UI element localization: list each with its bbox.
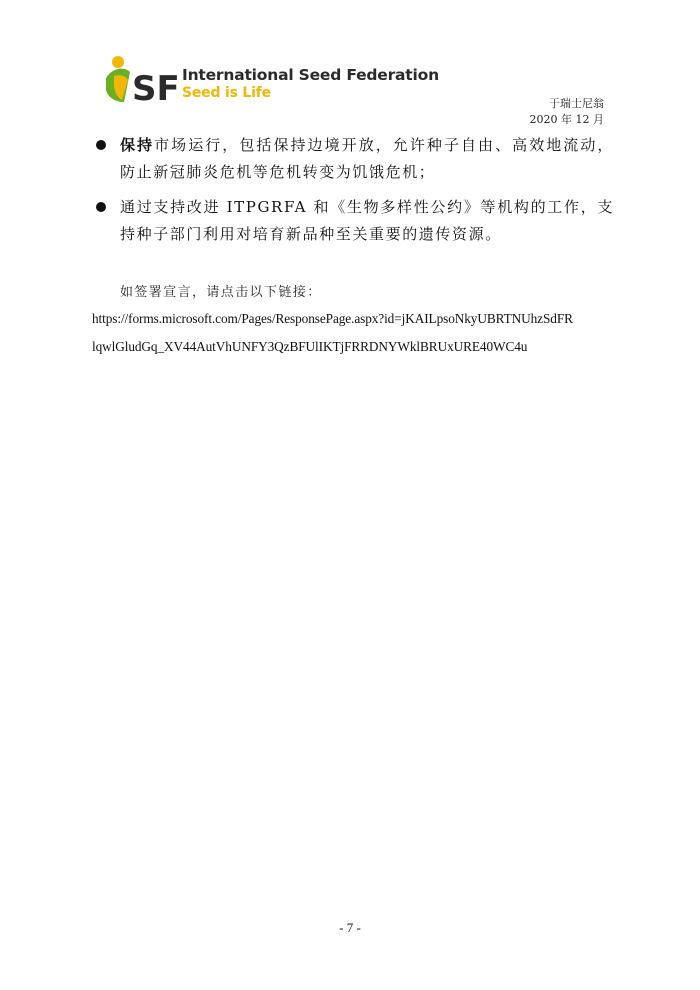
bullet-bold-lead: 保持 — [120, 136, 155, 154]
svg-text:SF: SF — [132, 69, 180, 106]
bullet-list — [94, 132, 614, 256]
signup-link-line-2[interactable]: lqwlGludGq_XV44AutVhUNFY3QzBFUlIKTjFRRDNYWklBRUxURE40WC4u — [92, 339, 528, 354]
signup-link-line-1[interactable]: https://forms.microsoft.com/Pages/ResponsePage.aspx?id=jKAILpsoNkyUBRTNUhzSdFR — [92, 311, 573, 326]
date: 2020 年 12 月 — [529, 113, 604, 126]
bullet-dot-icon — [96, 140, 106, 150]
isf-logo — [104, 54, 439, 106]
page-number: - 7 - — [339, 920, 361, 935]
place: 于瑞士尼翁 — [549, 97, 604, 110]
bullet-dot-icon — [96, 202, 106, 212]
bullet-item — [94, 132, 614, 186]
sign-intro-text: 如签署宣言，请点击以下链接： — [120, 285, 322, 300]
tagline: Seed is Life — [182, 85, 271, 101]
bullet-item — [94, 194, 614, 248]
bullet-text: 通过支持改进 ITPGRFA 和《生物多样性公约》等机构的工作，支持种子部门利用对培育新品种至关重要的遗传资源。 — [120, 198, 614, 243]
org-name: International Seed Federation — [182, 66, 439, 84]
bullet-text: 市场运行，包括保持边境开放，允许种子自由、高效地流动，防止新冠肺炎危机等危机转变为饥饿危机； — [120, 136, 615, 181]
isf-logo-mark-icon — [104, 54, 180, 106]
place-date-block — [530, 96, 604, 128]
